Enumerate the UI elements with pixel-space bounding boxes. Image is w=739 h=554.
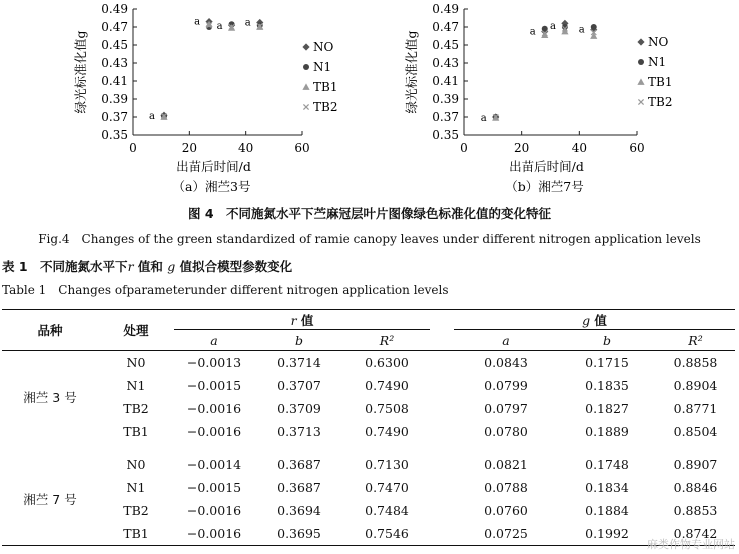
x-axis-label: 出苗后时间/d bbox=[509, 159, 584, 174]
figure-caption-cn: 图 4 不同施氮水平下苎麻冠层叶片图像绿色标准化值的变化特征 bbox=[187, 206, 552, 221]
chart-caption: （a）湘苎3号 bbox=[172, 179, 251, 194]
table-row bbox=[2, 499, 735, 522]
significance-label: a bbox=[244, 17, 251, 29]
cell-r-a: −0.0014 bbox=[186, 457, 242, 472]
cell-g-b: 0.1889 bbox=[585, 424, 629, 439]
cell-g-r2: 0.8904 bbox=[673, 378, 718, 393]
legend-marker-tb1 bbox=[637, 78, 644, 84]
y-tick-label: 0.45 bbox=[432, 38, 459, 52]
cell-g-b: 0.1715 bbox=[585, 355, 629, 370]
header-r-value: r 值 bbox=[290, 313, 314, 328]
legend-marker-n1 bbox=[638, 59, 644, 65]
cell-g-a: 0.0788 bbox=[484, 480, 528, 495]
cell-r-a: −0.0016 bbox=[186, 424, 242, 439]
cell-treatment: N0 bbox=[126, 457, 146, 472]
table-title-en: Table 1 Changes ofparameterunder different nitrogen application levels bbox=[2, 283, 449, 297]
y-tick-label: 0.37 bbox=[101, 110, 128, 124]
x-tick-label: 20 bbox=[181, 141, 197, 155]
significance-label: a bbox=[480, 112, 487, 124]
cell-g-a: 0.0799 bbox=[484, 378, 528, 393]
cell-r-r2: 0.7546 bbox=[365, 526, 409, 541]
table-title-cn: 表 1 不同施氮水平下r 值和 g 值拟合模型参数变化 bbox=[2, 259, 293, 274]
cell-treatment: N0 bbox=[126, 355, 146, 370]
cell-r-b: 0.3714 bbox=[277, 355, 321, 370]
chart-xiangzhu-7 bbox=[370, 0, 739, 200]
table-row bbox=[2, 397, 735, 420]
cell-r-b: 0.3707 bbox=[277, 378, 321, 393]
cell-r-a: −0.0016 bbox=[186, 503, 242, 518]
y-axis-label: 绿光标准化值g bbox=[404, 30, 419, 114]
cell-treatment: N1 bbox=[126, 378, 146, 393]
x-axis-label: 出苗后时间/d bbox=[176, 159, 251, 174]
cell-r-b: 0.3695 bbox=[277, 526, 321, 541]
x-tick-label: 0 bbox=[460, 141, 468, 155]
cell-r-a: −0.0013 bbox=[186, 355, 242, 370]
cell-g-r2: 0.8504 bbox=[673, 424, 718, 439]
cell-g-a: 0.0760 bbox=[484, 503, 528, 518]
gap-cell bbox=[430, 522, 454, 546]
y-axis-label: 绿光标准化值g bbox=[73, 30, 88, 114]
y-tick-label: 0.47 bbox=[432, 20, 459, 34]
cell-g-a: 0.0780 bbox=[484, 424, 528, 439]
cell-g-r2: 0.8771 bbox=[673, 401, 718, 416]
x-tick-label: 20 bbox=[514, 141, 530, 155]
table-row bbox=[2, 351, 735, 375]
subheader-g-r2: R² bbox=[656, 330, 735, 351]
cell-r-b: 0.3709 bbox=[277, 401, 321, 416]
x-tick-label: 40 bbox=[238, 141, 254, 155]
cell-r-r2: 0.7490 bbox=[365, 424, 409, 439]
table-row bbox=[2, 374, 735, 397]
significance-label: a bbox=[578, 24, 585, 36]
cell-g-r2: 0.8853 bbox=[673, 503, 718, 518]
figure-caption-en: Fig.4 Changes of the green standardized of ramie canopy leaves under different nitrogen application levels bbox=[38, 232, 701, 246]
cell-g-b: 0.1992 bbox=[585, 526, 629, 541]
x-tick-label: 40 bbox=[571, 141, 587, 155]
table-row bbox=[2, 476, 735, 499]
legend-marker-no bbox=[637, 38, 644, 45]
legend-label-no: NO bbox=[313, 40, 334, 54]
cell-r-b: 0.3687 bbox=[277, 457, 321, 472]
subheader-g-a: a bbox=[454, 330, 558, 351]
cell-g-a: 0.0797 bbox=[484, 401, 528, 416]
y-tick-label: 0.35 bbox=[101, 128, 128, 142]
gap-cell bbox=[430, 420, 454, 443]
cell-g-r2: 0.8846 bbox=[673, 480, 718, 495]
gap-cell bbox=[430, 397, 454, 420]
table-row bbox=[2, 420, 735, 443]
y-tick-label: 0.49 bbox=[432, 2, 459, 16]
cell-r-b: 0.3694 bbox=[277, 503, 321, 518]
y-tick-label: 0.39 bbox=[432, 92, 459, 106]
cell-r-r2: 0.6300 bbox=[365, 355, 409, 370]
cell-r-a: −0.0015 bbox=[186, 378, 242, 393]
cell-treatment: TB2 bbox=[123, 401, 149, 416]
cell-g-b: 0.1834 bbox=[585, 480, 629, 495]
cell-g-b: 0.1827 bbox=[585, 401, 629, 416]
subheader-r-r2: R² bbox=[344, 330, 430, 351]
cell-treatment: TB1 bbox=[123, 526, 149, 541]
y-tick-label: 0.45 bbox=[101, 38, 128, 52]
cell-r-r2: 0.7490 bbox=[365, 378, 409, 393]
gap-cell bbox=[430, 453, 454, 476]
significance-label: a bbox=[216, 21, 223, 33]
cell-g-r2: 0.8742 bbox=[673, 526, 718, 541]
significance-label: a bbox=[529, 26, 536, 38]
legend-label-tb1: TB1 bbox=[313, 80, 338, 94]
legend-label-n1: N1 bbox=[313, 60, 332, 74]
x-tick-label: 60 bbox=[629, 141, 645, 155]
legend-label-n1: N1 bbox=[648, 55, 667, 69]
gap-cell bbox=[430, 476, 454, 499]
gap-cell bbox=[430, 499, 454, 522]
cell-g-r2: 0.8907 bbox=[673, 457, 718, 472]
parameter-table bbox=[2, 309, 735, 546]
legend-marker-tb2 bbox=[638, 99, 643, 104]
cell-r-a: −0.0016 bbox=[186, 526, 242, 541]
legend-label-tb1: TB1 bbox=[648, 75, 673, 89]
cell-treatment: TB1 bbox=[123, 424, 149, 439]
x-tick-label: 60 bbox=[294, 141, 310, 155]
subheader-r-a: a bbox=[174, 330, 254, 351]
cell-r-a: −0.0015 bbox=[186, 480, 242, 495]
subheader-g-b: b bbox=[558, 330, 656, 351]
cell-r-r2: 0.7484 bbox=[365, 503, 409, 518]
cell-r-b: 0.3713 bbox=[277, 424, 321, 439]
legend-marker-tb1 bbox=[302, 83, 309, 89]
significance-label: a bbox=[149, 111, 155, 123]
gap-cell bbox=[430, 374, 454, 397]
cell-r-r2: 0.7508 bbox=[365, 401, 409, 416]
subheader-r-b: b bbox=[254, 330, 344, 351]
header-cultivar: 品种 bbox=[37, 323, 63, 338]
cell-r-r2: 0.7130 bbox=[365, 457, 409, 472]
data-point-tb1 bbox=[590, 32, 597, 38]
table-row bbox=[2, 522, 735, 546]
watermark: 麻类作物专业网站 bbox=[647, 538, 735, 551]
cell-g-a: 0.0843 bbox=[484, 355, 528, 370]
y-tick-label: 0.39 bbox=[101, 92, 128, 106]
group-spacer bbox=[2, 443, 735, 453]
cell-g-b: 0.1748 bbox=[585, 457, 629, 472]
cell-r-b: 0.3687 bbox=[277, 480, 321, 495]
cell-g-b: 0.1835 bbox=[585, 378, 629, 393]
header-treatment: 处理 bbox=[123, 323, 149, 338]
legend-marker-tb2 bbox=[303, 104, 308, 109]
y-tick-label: 0.47 bbox=[101, 20, 128, 34]
cell-treatment: TB2 bbox=[123, 503, 149, 518]
cell-r-a: −0.0016 bbox=[186, 401, 242, 416]
y-tick-label: 0.41 bbox=[432, 74, 459, 88]
legend-marker-n1 bbox=[303, 64, 309, 70]
y-tick-label: 0.43 bbox=[101, 56, 128, 70]
cultivar-cell: 湘苎 7 号 bbox=[23, 492, 77, 507]
significance-label: a bbox=[194, 16, 201, 28]
y-tick-label: 0.35 bbox=[432, 128, 459, 142]
y-tick-label: 0.43 bbox=[432, 56, 459, 70]
y-tick-label: 0.41 bbox=[101, 74, 128, 88]
legend-label-tb2: TB2 bbox=[313, 100, 338, 114]
x-tick-label: 0 bbox=[129, 141, 137, 155]
cell-g-r2: 0.8858 bbox=[673, 355, 718, 370]
y-tick-label: 0.37 bbox=[432, 110, 459, 124]
cell-treatment: N1 bbox=[126, 480, 146, 495]
legend-marker-no bbox=[302, 43, 309, 50]
chart-caption: （b）湘苎7号 bbox=[505, 179, 584, 194]
legend-label-no: NO bbox=[648, 35, 669, 49]
table-row bbox=[2, 453, 735, 476]
gap-cell bbox=[430, 351, 454, 375]
cell-g-a: 0.0821 bbox=[484, 457, 528, 472]
cell-r-r2: 0.7470 bbox=[365, 480, 409, 495]
y-tick-label: 0.49 bbox=[101, 2, 128, 16]
chart-xiangzhu-3 bbox=[0, 0, 370, 200]
cell-g-b: 0.1884 bbox=[585, 503, 629, 518]
cultivar-cell: 湘苎 3 号 bbox=[23, 390, 77, 405]
legend-label-tb2: TB2 bbox=[648, 95, 673, 109]
data-point-n1 bbox=[591, 24, 597, 30]
header-g-value: g 值 bbox=[582, 313, 607, 328]
cell-g-a: 0.0725 bbox=[484, 526, 528, 541]
significance-label: a bbox=[549, 21, 556, 33]
